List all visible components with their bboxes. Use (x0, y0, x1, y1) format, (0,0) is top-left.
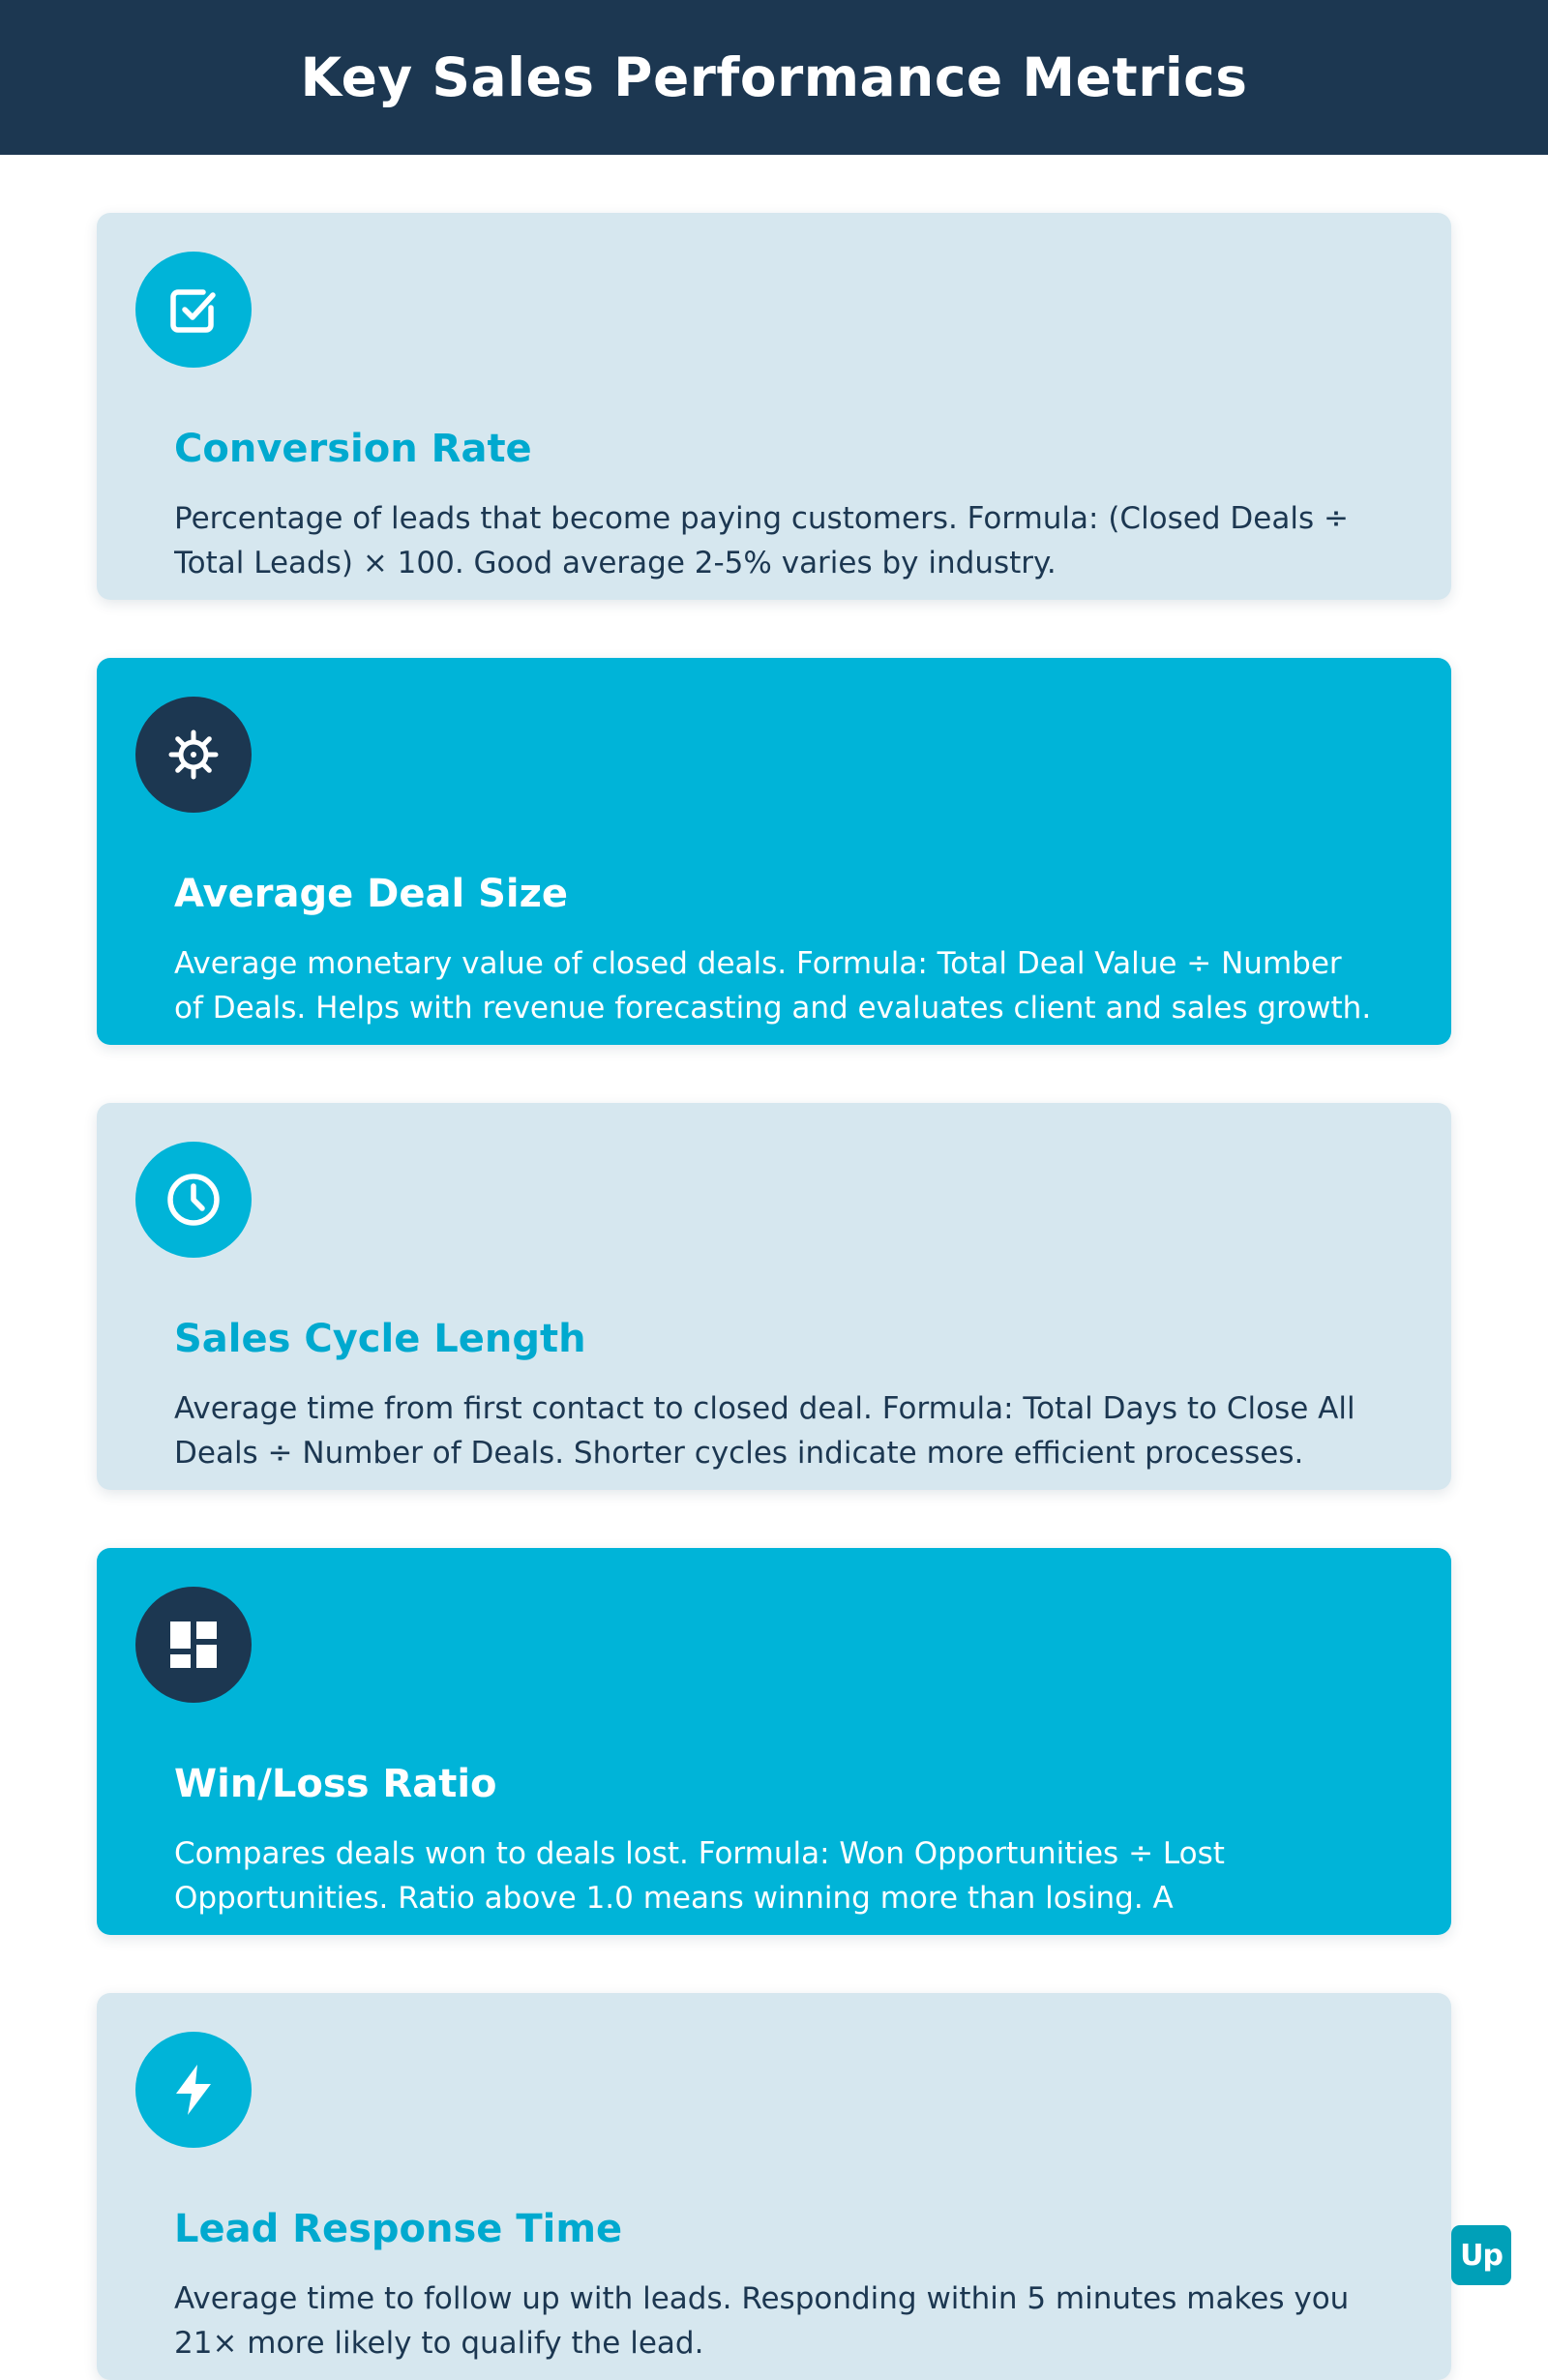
metric-title: Conversion Rate (174, 427, 532, 471)
lightning-icon (135, 2032, 252, 2148)
metric-description-container (174, 496, 1374, 583)
gear-icon (135, 697, 252, 813)
metric-card-lead-response-time (97, 1993, 1451, 2380)
metric-description-container (174, 1831, 1374, 1919)
metric-description-container (174, 2276, 1374, 2364)
metric-title: Win/Loss Ratio (174, 1762, 497, 1806)
metric-description: Average time to follow up with leads. Responding within 5 minutes makes you 21× more likely to qualify the lead. (174, 2281, 1350, 2361)
metric-description: Average monetary value of closed deals. Formula: Total Deal Value ÷ Number of Deals. Helps with revenue forecasting and evaluates client and sales growth. (174, 946, 1372, 1026)
dashboard-icon (135, 1587, 252, 1703)
metric-card-sales-cycle-length (97, 1103, 1451, 1490)
badge-label: Up (1460, 2238, 1503, 2273)
metric-description: Average time from first contact to closed deal. Formula: Total Days to Close All Deals ÷ Number of Deals. Shorter cycles indicate more efficient processes. (174, 1391, 1355, 1471)
page-header (0, 0, 1548, 155)
metric-title: Average Deal Size (174, 872, 569, 916)
metric-description-container (174, 1386, 1374, 1473)
metric-title: Sales Cycle Length (174, 1317, 586, 1361)
metric-description-container (174, 941, 1374, 1028)
metric-card-average-deal-size (97, 658, 1451, 1045)
clock-icon (135, 1142, 252, 1258)
upwork-logo-badge[interactable] (1451, 2225, 1511, 2285)
checkbox-icon (135, 252, 252, 368)
metric-description: Percentage of leads that become paying customers. Formula: (Closed Deals ÷ Total Leads) × 100. Good average 2-5% varies by industry. (174, 501, 1349, 580)
metric-title: Lead Response Time (174, 2207, 623, 2251)
page-title: Key Sales Performance Metrics (300, 46, 1248, 108)
metric-description: Compares deals won to deals lost. Formula: Won Opportunities ÷ Lost Opportunities. Ratio above 1.0 means winning more than losing. A (174, 1836, 1225, 1916)
metric-card-conversion-rate (97, 213, 1451, 600)
metric-card-win-loss-ratio (97, 1548, 1451, 1935)
